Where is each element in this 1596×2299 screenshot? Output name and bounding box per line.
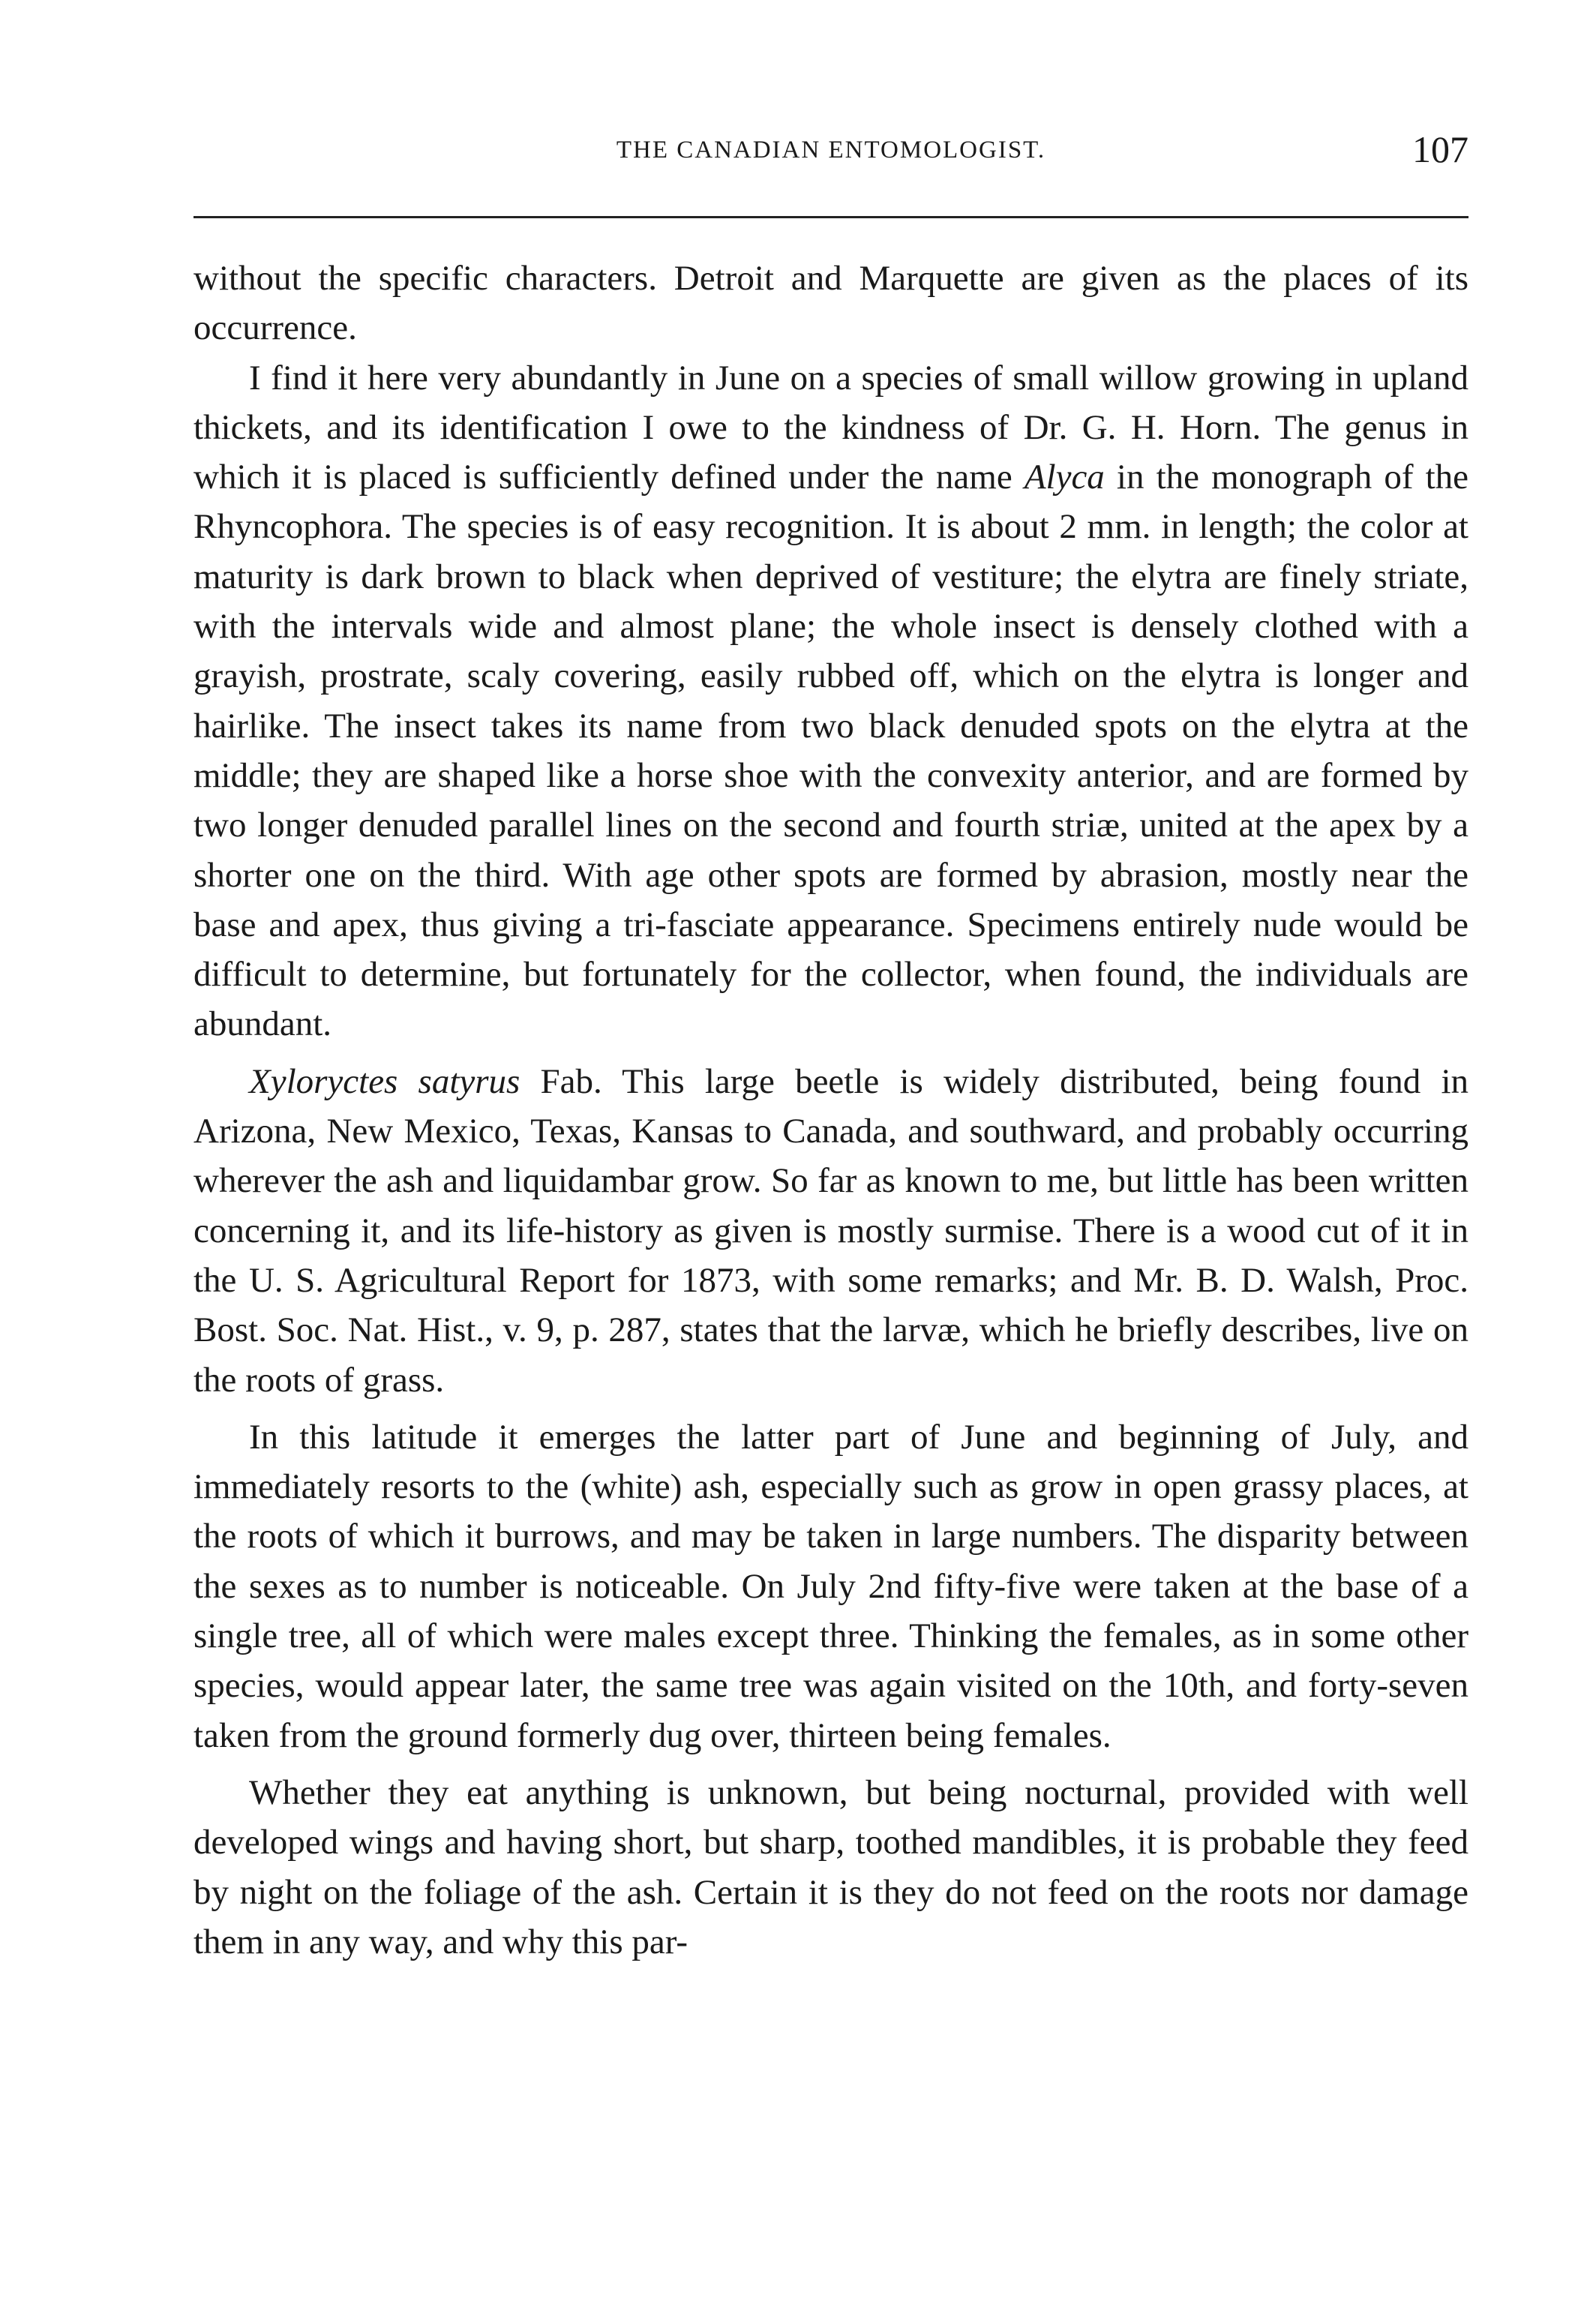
- paragraph-emergence: In this latitude it emerges the latter part of June and beginning of July, and immediately resorts to the (white) ash, especially such as grow in open grassy places, at the roots of which it burrows, and may be taken in large numbers. The disparity between the sexes as to number is noticeable. On July 2nd fifty-five were taken at the base of a single tree, all of which were males except three. Thinking the females, as in some other species, would appear later, the same tree was again visited on the 10th, and forty-seven taken from the ground formerly dug over, thirteen being females.: [194, 1417, 1468, 1755]
- page-number: 107: [1412, 128, 1468, 170]
- paragraph-alyca: [194, 353, 1468, 1049]
- paragraph-text: Fab. This large beetle is widely distributed, being found in Arizona, New Mexico, Texas, Kansas to Canada, and southward, and probably occurring wherever the ash and liquidambar grow. So far as known to me, but little has been written concerning it, and its life-history as given is mostly surmise. There is a wood cut of it in the U. S. Agricultural Report for 1873, with some remarks; and Mr. B. D. Walsh, Proc. Bost. Soc. Nat. Hist., v. 9, p. 287, states that the larvæ, which he briefly describes, live on the roots of grass.: [194, 1061, 1469, 1400]
- paragraph-continuation: without the specific characters. Detroit and Marquette are given as the places of its occurrence.: [194, 259, 1468, 348]
- page-header: [194, 128, 1468, 188]
- paragraph-feeding: Whether they eat anything is unknown, but being nocturnal, provided with well developed wings and having short, but sharp, toothed mandibles, it is probable they feed by night on the foliage of the ash. Certain it is they do not feed on the roots nor damage them in any way, and why this par-: [194, 1772, 1468, 1961]
- species-name-italic: Xyloryctes satyrus: [249, 1061, 520, 1101]
- article-body: [194, 254, 1468, 1967]
- journal-page: [194, 128, 1469, 1961]
- paragraph-xyloryctes: [194, 1057, 1468, 1405]
- running-title: THE CANADIAN ENTOMOLOGIST.: [616, 137, 1046, 164]
- header-rule: [194, 216, 1468, 218]
- genus-name-italic: Alyca: [1024, 458, 1105, 497]
- paragraph-text: in the monograph of the Rhyncophora. The species is of easy recognition. It is about 2 mm. in length; the color at maturity is dark brown to black when deprived of vestiture; the elytra are finely striate, with the intervals wide and almost plane; the whole insect is densely clothed with a grayish, prostrate, scaly covering, easily rubbed off, which on the elytra is longer and hairlike. The insect takes its name from two black denuded spots on the elytra at the middle; they are shaped like a horse shoe with the convexity anterior, and are formed by two longer denuded parallel lines on the second and fourth striæ, united at the apex by a shorter one on the third. With age other spots are formed by abrasion, mostly near the base and apex, thus giving a tri-fasciate appearance. Specimens entirely nude would be difficult to determine, but fortunately for the collector, when found, the individuals are abundant.: [194, 458, 1469, 1044]
- paragraph-text: I find it here very abundantly in June on a species of small willow growing in upland thickets, and its identification I owe to the kindness of Dr. G. H. Horn. The genus in which it is placed is sufficiently defined under the name: [194, 358, 1468, 497]
